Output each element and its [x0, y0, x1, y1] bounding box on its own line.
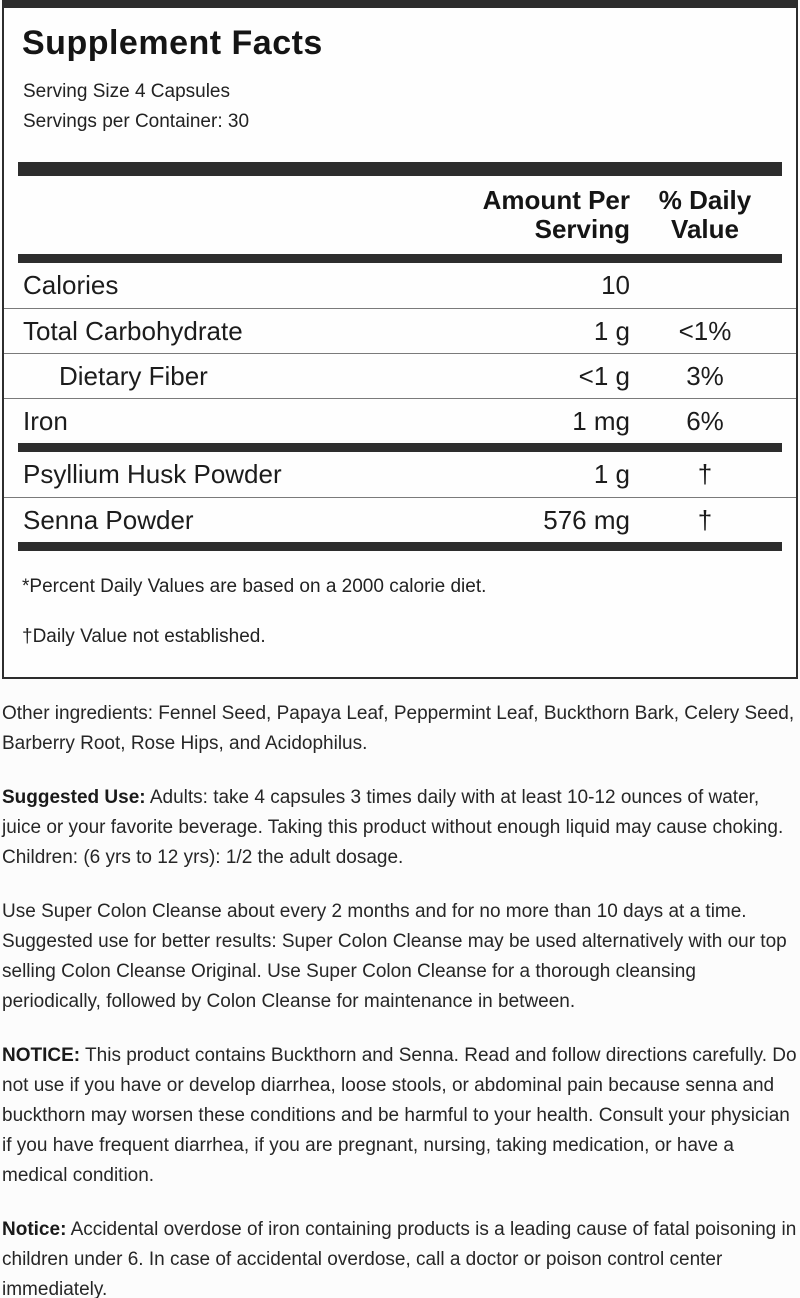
paragraph-text: Use Super Colon Cleanse about every 2 months and for no more than 10 days at a time. Suggested use for better results: Super Colon Cleanse may be used alternatively with our top selling Colon Cleanse Original. Use Super Colon Cleanse for a thorough cleansing periodically, followed by Colon Cleanse for maintenance in between.	[2, 901, 787, 1012]
label-body-text	[0, 679, 800, 1298]
divider-bar-header	[18, 254, 782, 263]
nutrient-amount: 1 g	[593, 315, 630, 346]
nutrient-amount: 10	[601, 270, 630, 300]
nutrient-amount: 576 mg	[543, 504, 630, 535]
daily-value-header	[630, 186, 780, 244]
table-row-dietary-fiber	[4, 353, 796, 398]
divider-bar-top	[18, 162, 782, 176]
divider-bar-bottom	[18, 542, 782, 551]
paragraph-suggested-use	[2, 783, 798, 873]
daily-header-line2: Value	[671, 214, 739, 244]
table-row-psyllium-husk-powder	[4, 452, 796, 497]
table-row-iron	[4, 398, 796, 443]
nutrient-name: Psyllium Husk Powder	[23, 459, 282, 489]
paragraph-other-ingredients	[2, 699, 798, 759]
nutrient-name: Calories	[23, 270, 119, 300]
facts-title: Supplement Facts	[22, 24, 323, 62]
paragraph-lead: NOTICE:	[2, 1045, 81, 1066]
nutrient-amount: 1 mg	[572, 405, 630, 436]
nutrient-amount: <1 g	[578, 360, 630, 391]
footnote-daily-value-not-established: †Daily Value not established.	[22, 626, 266, 647]
nutrient-name: Senna Powder	[23, 504, 194, 535]
paragraph-notice-iron-overdose	[2, 1215, 798, 1298]
serving-size: Serving Size 4 Capsules	[23, 81, 230, 102]
supplement-facts-panel	[2, 0, 798, 679]
amount-header-line2: Serving	[534, 214, 630, 244]
paragraph-text: Accidental overdose of iron containing products is a leading cause of fatal poisoning in children under 6. In case of accidental overdose, call a doctor or poison control center immediately.	[2, 1219, 797, 1298]
nutrient-daily-value: †	[697, 459, 713, 489]
table-row-senna-powder	[4, 497, 796, 542]
nutrient-name: Iron	[23, 405, 68, 436]
nutrient-amount: 1 g	[593, 459, 630, 489]
paragraph-text: This product contains Buckthorn and Senna. Read and follow directions carefully. Do not use if you have or develop diarrhea, loose stools, or abdominal pain because senna and buckthorn may worsen these conditions and be harmful to your health. Consult your physician if you have frequent diarrhea, if you are pregnant, nursing, taking medication, or have a medical condition.	[2, 1045, 797, 1186]
nutrient-name: Total Carbohydrate	[23, 315, 243, 346]
daily-header-line1: % Daily	[658, 185, 752, 215]
paragraph-notice-buckthorn-senna	[2, 1041, 798, 1191]
paragraph-text: Adults: take 4 capsules 3 times daily with at least 10-12 ounces of water, juice or your favorite beverage. Taking this product without enough liquid may cause choking. Children: (6 yrs to 12 yrs): 1/2 the adult dosage.	[2, 787, 784, 868]
amount-per-serving-header	[470, 186, 630, 244]
table-row-calories	[4, 263, 796, 308]
paragraph-usage-frequency	[2, 897, 798, 1017]
footnote-percent-daily-values: *Percent Daily Values are based on a 2000 calorie diet.	[22, 576, 487, 597]
amount-header-line1: Amount Per	[482, 185, 630, 215]
paragraph-lead: Notice:	[2, 1219, 67, 1240]
nutrient-daily-value: †	[697, 504, 713, 535]
nutrient-daily-value: 3%	[686, 360, 724, 391]
table-header-row	[4, 176, 796, 254]
nutrient-name: Dietary Fiber	[59, 360, 208, 391]
paragraph-text: Other ingredients: Fennel Seed, Papaya Leaf, Peppermint Leaf, Buckthorn Bark, Celery Seed, Barberry Root, Rose Hips, and Acidophilus.	[2, 703, 795, 754]
nutrient-daily-value: 6%	[686, 405, 724, 436]
table-row-total-carbohydrate	[4, 308, 796, 353]
nutrient-daily-value: <1%	[678, 315, 732, 346]
divider-bar-middle	[18, 443, 782, 452]
paragraph-lead: Suggested Use:	[2, 787, 146, 808]
servings-per-container: Servings per Container: 30	[23, 111, 250, 132]
